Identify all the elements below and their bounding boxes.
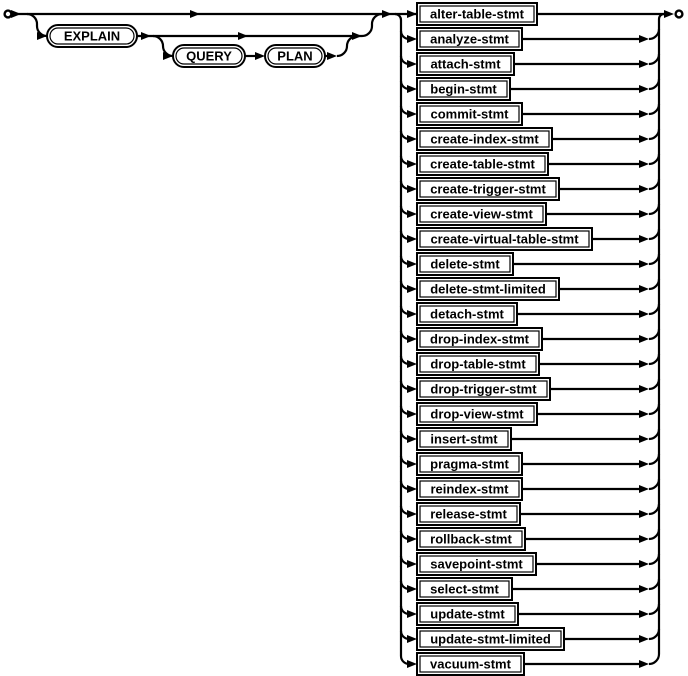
row-exit-arrow-icon <box>639 485 649 493</box>
rail-merge-curve <box>649 354 659 364</box>
statement-box-link[interactable] <box>417 628 564 650</box>
row-entry-arrow-icon <box>407 10 417 18</box>
statement-row <box>401 153 659 175</box>
statement-row <box>401 278 659 300</box>
row-exit-arrow-icon <box>639 135 649 143</box>
statement-row <box>401 128 659 150</box>
statement-row <box>401 328 659 350</box>
statement-box-link[interactable] <box>417 178 559 200</box>
row-exit-arrow-icon <box>639 160 649 168</box>
row-exit-arrow-icon <box>639 385 649 393</box>
row-entry-arrow-icon <box>407 360 417 368</box>
explain-entry-arrow-icon <box>37 32 47 40</box>
statement-box-link[interactable] <box>417 428 511 450</box>
plan-exit-arrow-icon <box>327 52 337 60</box>
statement-row <box>401 628 659 650</box>
statement-row <box>401 578 659 600</box>
stack-entry-arrow-icon <box>382 10 392 18</box>
rail-merge-curve <box>649 579 659 589</box>
rail-merge-curve <box>649 54 659 64</box>
statement-label: drop-table-stmt <box>430 356 526 372</box>
statement-label: release-stmt <box>430 506 507 522</box>
keyword-label: EXPLAIN <box>63 28 121 44</box>
rail-merge-curve <box>649 329 659 339</box>
rail-merge-curve <box>649 304 659 314</box>
statement-box-link[interactable] <box>417 28 522 50</box>
statement-row <box>401 103 659 125</box>
row-entry-arrow-icon <box>407 135 417 143</box>
row-exit-arrow-icon <box>639 360 649 368</box>
keyword-terminal <box>265 45 325 67</box>
rail-merge-curve <box>649 229 659 239</box>
statement-label: rollback-stmt <box>430 531 512 547</box>
statement-box-link[interactable] <box>417 78 510 100</box>
row-exit-arrow-icon <box>639 60 649 68</box>
branch-rail-left <box>395 14 401 656</box>
row-exit-arrow-icon <box>639 310 649 318</box>
statement-label: detach-stmt <box>430 306 504 322</box>
statement-label: reindex-stmt <box>430 481 509 497</box>
row-entry-arrow-icon <box>407 285 417 293</box>
row-exit-arrow-icon <box>639 510 649 518</box>
statement-label: attach-stmt <box>430 56 501 72</box>
statement-row <box>401 428 659 450</box>
statement-label: pragma-stmt <box>430 456 509 472</box>
main-line-arrow-icon <box>190 10 200 18</box>
row-exit-arrow-icon <box>639 235 649 243</box>
row-entry-arrow-icon <box>407 435 417 443</box>
statement-row <box>401 228 659 250</box>
start-arrow-icon <box>11 10 21 18</box>
statement-label: create-trigger-stmt <box>430 181 546 197</box>
rail-merge-curve <box>649 254 659 264</box>
row-entry-arrow-icon <box>407 385 417 393</box>
query-plan-bypass-arrow-icon <box>238 32 248 40</box>
statement-label: delete-stmt <box>430 256 500 272</box>
row-entry-arrow-icon <box>407 560 417 568</box>
statement-label: commit-stmt <box>430 106 509 122</box>
row-exit-arrow-icon <box>639 85 649 93</box>
statement-row <box>401 503 659 525</box>
rail-merge-curve <box>649 379 659 389</box>
row-exit-arrow-icon <box>639 560 649 568</box>
row-exit-arrow-icon <box>639 110 649 118</box>
rail-merge-curve <box>649 629 659 639</box>
rail-merge-curve <box>649 104 659 114</box>
row-entry-arrow-icon <box>407 210 417 218</box>
statement-box-link[interactable] <box>417 153 548 175</box>
rail-merge-curve <box>649 154 659 164</box>
row-entry-arrow-icon <box>407 485 417 493</box>
row-exit-arrow-icon <box>639 435 649 443</box>
rail-merge-curve <box>649 654 659 664</box>
statement-row <box>401 528 659 550</box>
keyword-terminal <box>47 25 137 47</box>
row-entry-arrow-icon <box>407 660 417 668</box>
statement-box-link[interactable] <box>417 303 517 325</box>
statement-label: alter-table-stmt <box>430 6 524 22</box>
statement-row <box>401 203 659 225</box>
statement-box-link[interactable] <box>417 228 592 250</box>
statement-box-link[interactable] <box>417 328 542 350</box>
statement-label: create-view-stmt <box>430 206 533 222</box>
rail-merge-curve <box>649 29 659 39</box>
statement-box-link[interactable] <box>417 278 559 300</box>
row-exit-arrow-icon <box>639 610 649 618</box>
rail-merge-curve <box>649 404 659 414</box>
keyword-label: QUERY <box>186 48 232 64</box>
statement-label: select-stmt <box>430 581 499 597</box>
row-exit-arrow-icon <box>639 635 649 643</box>
row-entry-arrow-icon <box>407 585 417 593</box>
statement-row <box>401 303 659 325</box>
row-entry-arrow-icon <box>407 460 417 468</box>
statement-label: begin-stmt <box>430 81 497 97</box>
statement-label: analyze-stmt <box>430 31 509 47</box>
rail-merge-curve <box>649 279 659 289</box>
statement-box-link[interactable] <box>417 128 552 150</box>
rail-merge-curve <box>649 204 659 214</box>
statement-row <box>401 653 659 675</box>
row-exit-arrow-icon <box>639 35 649 43</box>
row-entry-arrow-icon <box>407 260 417 268</box>
statement-label: savepoint-stmt <box>430 556 523 572</box>
statement-label: update-stmt-limited <box>430 631 551 647</box>
start-node <box>5 11 12 18</box>
statement-row <box>401 478 659 500</box>
keyword-terminal <box>173 45 245 67</box>
rail-merge-curve <box>649 429 659 439</box>
row-exit-arrow-icon <box>639 535 649 543</box>
explain-merge-curve <box>362 14 382 36</box>
row-exit-arrow-icon <box>639 185 649 193</box>
rail-merge-curve <box>649 179 659 189</box>
rail-merge-curve <box>649 129 659 139</box>
statement-row <box>401 378 659 400</box>
row-entry-arrow-icon <box>407 35 417 43</box>
statement-row <box>401 553 659 575</box>
statement-row <box>401 53 659 75</box>
row-entry-arrow-icon <box>407 85 417 93</box>
statement-label: drop-view-stmt <box>430 406 524 422</box>
row-entry-arrow-icon <box>407 335 417 343</box>
statement-row <box>401 453 659 475</box>
query-entry-arrow-icon <box>163 52 173 60</box>
end-node <box>676 11 683 18</box>
statement-box-link[interactable] <box>417 403 537 425</box>
statement-label: vacuum-stmt <box>430 656 511 672</box>
statement-row <box>401 253 659 275</box>
statement-label: update-stmt <box>430 606 505 622</box>
statement-label: drop-index-stmt <box>430 331 529 347</box>
statement-box-link[interactable] <box>417 478 522 500</box>
plan-entry-arrow-icon <box>255 52 265 60</box>
statement-label: create-index-stmt <box>430 131 539 147</box>
rail-merge-curve <box>649 479 659 489</box>
statement-label: delete-stmt-limited <box>430 281 546 297</box>
explain-exit-arrow-icon <box>141 32 151 40</box>
row-entry-arrow-icon <box>407 635 417 643</box>
row-exit-arrow-icon <box>639 585 649 593</box>
statement-label: create-table-stmt <box>430 156 535 172</box>
statement-box-link[interactable] <box>417 503 520 525</box>
row-entry-arrow-icon <box>407 60 417 68</box>
row-entry-arrow-icon <box>407 510 417 518</box>
rail-merge-curve <box>649 604 659 614</box>
statement-label: insert-stmt <box>430 431 498 447</box>
statement-box-link[interactable] <box>417 103 522 125</box>
statement-box-link[interactable] <box>417 528 525 550</box>
statement-row <box>401 353 659 375</box>
branch-rail-right <box>659 14 664 654</box>
row-exit-arrow-icon <box>639 210 649 218</box>
row-exit-arrow-icon <box>639 285 649 293</box>
rail-merge-curve <box>649 504 659 514</box>
statement-box-link[interactable] <box>417 653 524 675</box>
row-entry-arrow-icon <box>407 410 417 418</box>
statement-row <box>407 3 674 25</box>
statement-label: drop-trigger-stmt <box>430 381 537 397</box>
statement-row <box>401 78 659 100</box>
row-entry-arrow-icon <box>407 535 417 543</box>
row-exit-arrow-icon <box>639 260 649 268</box>
row-exit-arrow-icon <box>639 335 649 343</box>
statement-row <box>401 403 659 425</box>
rail-merge-curve <box>649 554 659 564</box>
statement-box-link[interactable] <box>417 253 513 275</box>
rail-merge-curve <box>649 454 659 464</box>
end-arrow-icon <box>664 10 674 18</box>
row-entry-arrow-icon <box>407 110 417 118</box>
keyword-label: PLAN <box>277 48 313 64</box>
row-exit-arrow-icon <box>639 460 649 468</box>
statement-box-link[interactable] <box>417 578 512 600</box>
statement-box-link[interactable] <box>417 3 537 25</box>
row-entry-arrow-icon <box>407 610 417 618</box>
row-entry-arrow-icon <box>407 235 417 243</box>
row-exit-arrow-icon <box>639 660 649 668</box>
statement-box-link[interactable] <box>417 53 514 75</box>
rail-merge-curve <box>649 529 659 539</box>
statement-box-link[interactable] <box>417 203 546 225</box>
row-exit-arrow-icon <box>639 410 649 418</box>
statement-box-link[interactable] <box>417 553 536 575</box>
row-entry-arrow-icon <box>407 310 417 318</box>
row-entry-arrow-icon <box>407 160 417 168</box>
statement-label: create-virtual-table-stmt <box>430 231 579 247</box>
row-entry-arrow-icon <box>407 185 417 193</box>
statement-box-link[interactable] <box>417 378 550 400</box>
statement-row <box>401 178 659 200</box>
statement-box-link[interactable] <box>417 353 539 375</box>
statement-row <box>401 28 659 50</box>
statement-box-link[interactable] <box>417 453 522 475</box>
rail-merge-curve <box>649 79 659 89</box>
statement-row <box>401 603 659 625</box>
statement-box-link[interactable] <box>417 603 518 625</box>
